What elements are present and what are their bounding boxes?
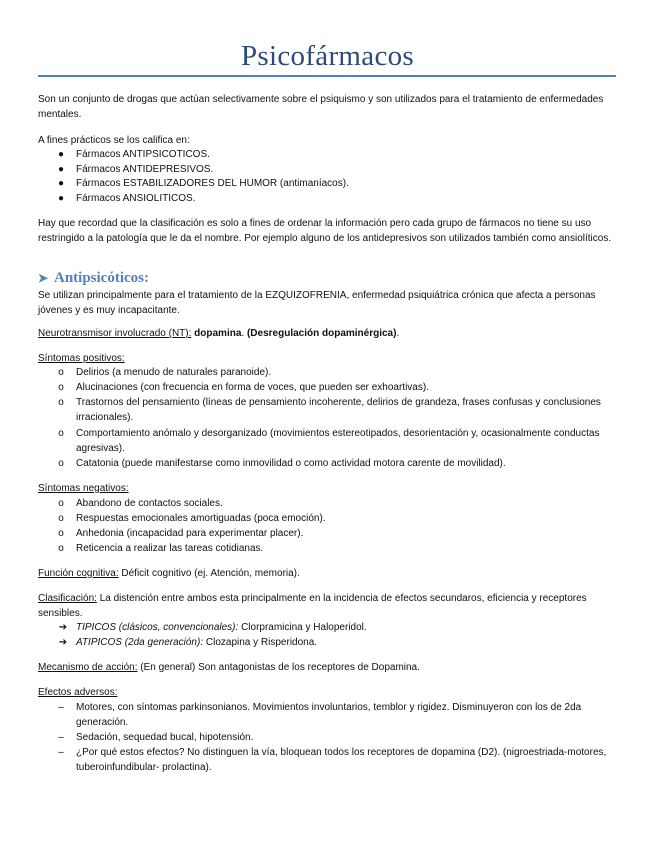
cognitive-line [38, 567, 300, 582]
positive-item: Trastornos del pensamiento (líneas de pensamiento incoherente, delirios de grandeza, frases confusas y conclusiones irracionales). [76, 397, 601, 423]
circle-bullet-icon: o [58, 498, 64, 509]
circle-bullet-icon: o [58, 458, 64, 469]
dash-bullet-icon: – [58, 747, 64, 758]
bullet-icon: ● [57, 164, 65, 175]
title-underline [38, 75, 616, 77]
classification-text: La distención entre ambos esta principalmente en la incidencia de efectos secundaros, eficiencia y receptores sensibles. [38, 593, 587, 619]
circle-bullet-icon: o [58, 382, 64, 393]
positive-symptoms-label: Síntomas positivos: [38, 353, 125, 364]
circle-bullet-icon: o [58, 367, 64, 378]
mechanism-label: Mecanismo de acción: [38, 662, 138, 673]
page-title: Psicofármacos [240, 40, 414, 72]
dash-bullet-icon: – [58, 702, 64, 713]
cognitive-text: Déficit cognitivo (ej. Atención, memoria). [121, 568, 300, 579]
class-item: Fármacos ANSIOLITICOS. [76, 193, 196, 204]
right-arrow-icon: ➔ [58, 622, 68, 633]
intro-paragraph: Son un conjunto de drogas que actúan selectivamente sobre el psiquismo y son utilizados para el tratamiento de enfermedades mentales. [38, 94, 604, 120]
arrow-bullet-icon: ➤ [38, 271, 49, 285]
classification-label: Clasificación: [38, 593, 97, 604]
classification-desc: Clozapina y Risperidona. [205, 637, 318, 648]
positive-item: Delirios (a menudo de naturales paranoide). [76, 367, 272, 378]
positive-item: Alucinaciones (con frecuencia en forma de voces, que pueden ser exhoartivas). [76, 382, 429, 393]
negative-item: Reticencia a realizar las tareas cotidianas. [76, 543, 264, 554]
negative-item: Abandono de contactos sociales. [76, 498, 223, 509]
cognitive-label: Función cognitiva: [38, 568, 119, 579]
mechanism-line [38, 661, 420, 676]
classification-desc: Clorpramicina y Haloperidol. [241, 622, 367, 633]
positive-item: Comportamiento anómalo y desorganizado (movimientos estereotipados, desorientación y, ocasionalmente conductas agresivas). [76, 428, 600, 454]
bullet-icon: ● [57, 178, 65, 189]
nt-label: Neurotransmisor involucrado (NT): [38, 328, 192, 339]
adverse-item: Motores, con síntomas parkinsonianos. Movimientos involuntarios, temblor y rigidez. Disminuyeron con los de 2da generación. [76, 702, 582, 728]
classification-term: ATIPICOS (2da generación): [76, 637, 204, 648]
dash-bullet-icon: – [58, 732, 64, 743]
nt-line: Neurotransmisor involucrado (NT): dopamina. (Desregulación dopaminérgica). [38, 328, 400, 339]
nt-paren: (Desregulación dopaminérgica) [246, 328, 397, 339]
circle-bullet-icon: o [58, 428, 64, 439]
nt-value: dopamina [194, 328, 242, 339]
adverse-item: Sedación, sequedad bucal, hipotensión. [76, 732, 254, 743]
bullet-icon: ● [57, 149, 65, 160]
section-heading-text: Antipsicóticos: [54, 270, 149, 286]
class-item: Fármacos ANTIPSICOTICOS. [76, 149, 210, 160]
class-item: Fármacos ANTIDEPRESIVOS. [76, 164, 214, 175]
negative-item: Anhedonia (incapacidad para experimentar placer). [76, 528, 304, 539]
right-arrow-icon: ➔ [58, 637, 68, 648]
classification-paragraph [38, 592, 598, 621]
classify-lead: A fines prácticos se los califica en: [38, 135, 190, 146]
adverse-item: ¿Por qué estos efectos? No distinguen la vía, bloquean todos los receptores de dopamina (D2). (nigroestriada-motores, tuberoinfundibular- prolactina). [76, 747, 607, 773]
positive-item: Catatonia (puede manifestarse como inmovilidad o como actividad motora carente de movilidad). [76, 458, 506, 469]
classification-item [76, 636, 317, 651]
classification-term: TIPICOS (clásicos, convencionales): [76, 622, 239, 633]
negative-item: Respuestas emocionales amortiguadas (poca emoción). [76, 513, 326, 524]
adverse-effects-label: Efectos adversos: [38, 687, 118, 698]
section-heading [38, 270, 149, 287]
circle-bullet-icon: o [58, 543, 64, 554]
section-lead: Se utilizan principalmente para el tratamiento de la EZQUIZOFRENIA, enfermedad psiquiátrica crónica que afecta a personas jóvenes y es muy incapacitante. [38, 290, 596, 316]
bullet-icon: ● [57, 193, 65, 204]
circle-bullet-icon: o [58, 528, 64, 539]
class-item: Fármacos ESTABILIZADORES DEL HUMOR (antimaníacos). [76, 178, 349, 189]
mechanism-text: (En general) Son antagonistas de los receptores de Dopamina. [140, 662, 420, 673]
note-paragraph: Hay que recordad que la clasificación es solo a fines de ordenar la información pero cada grupo de fármacos no tiene su uso restringido a la patología que le da el nombre. Por ejemplo alguno de los antidepresivos son utilizados también como ansiolíticos. [38, 218, 612, 244]
negative-symptoms-label: Síntomas negativos: [38, 483, 129, 494]
circle-bullet-icon: o [58, 513, 64, 524]
classification-item [76, 621, 367, 636]
circle-bullet-icon: o [58, 397, 64, 408]
